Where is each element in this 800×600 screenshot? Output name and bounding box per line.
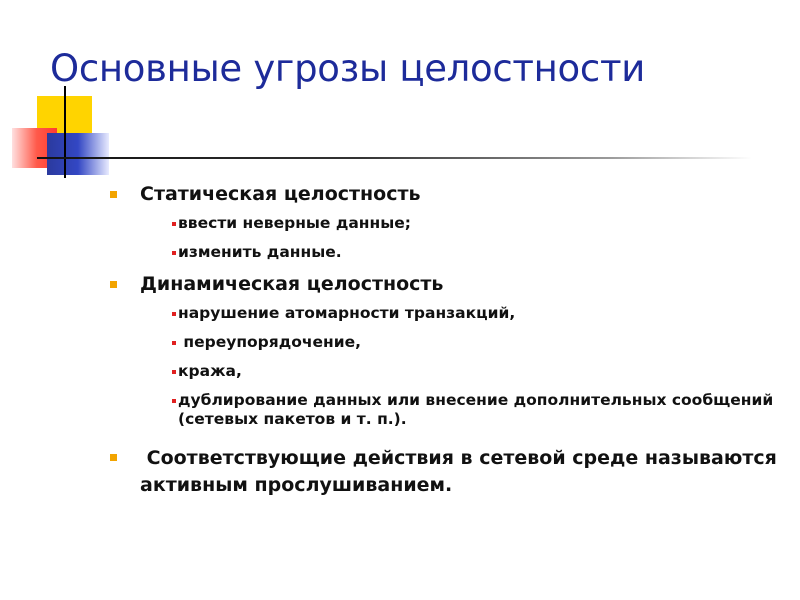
small-square-bullet-icon: [172, 341, 176, 345]
small-square-bullet-icon: [172, 222, 176, 226]
square-bullet-icon: [110, 454, 117, 461]
list-item: [140, 304, 780, 323]
section-static: [110, 182, 780, 262]
list-item-text: переупорядочение,: [178, 333, 362, 351]
square-bullet-icon: [110, 281, 117, 288]
decorative-blue-square: [47, 133, 109, 175]
list-item: [140, 243, 780, 262]
decorative-vertical-line: [64, 86, 66, 178]
bullet-list: [110, 182, 784, 499]
slide-content: [110, 178, 784, 499]
small-square-bullet-icon: [172, 251, 176, 255]
small-square-bullet-icon: [172, 399, 176, 403]
sublist: [140, 214, 780, 262]
list-item: [140, 362, 780, 381]
section-heading: Динамическая целостность: [140, 273, 444, 295]
section-heading: Статическая целостность: [140, 183, 421, 205]
conclusion-text: Соответствующие действия в сетевой среде называются активным прослушиванием.: [140, 447, 784, 496]
square-bullet-icon: [110, 191, 117, 198]
small-square-bullet-icon: [172, 312, 176, 316]
list-item-text: кража,: [178, 362, 242, 380]
sublist: [140, 304, 780, 429]
conclusion-item: [110, 445, 784, 499]
section-dynamic: [110, 272, 780, 429]
list-item: [140, 214, 780, 233]
title-underline: [37, 157, 752, 159]
list-item-text: дублирование данных или внесение дополнительных сообщений (сетевых пакетов и т. п.).: [178, 391, 774, 428]
list-item: [140, 333, 780, 352]
slide-title: Основные угрозы целостности: [50, 47, 645, 90]
list-item-text: ввести неверные данные;: [178, 214, 411, 232]
list-item-text: изменить данные.: [178, 243, 342, 261]
list-item-text: нарушение атомарности транзакций,: [178, 304, 516, 322]
small-square-bullet-icon: [172, 370, 176, 374]
list-item: [140, 391, 780, 429]
